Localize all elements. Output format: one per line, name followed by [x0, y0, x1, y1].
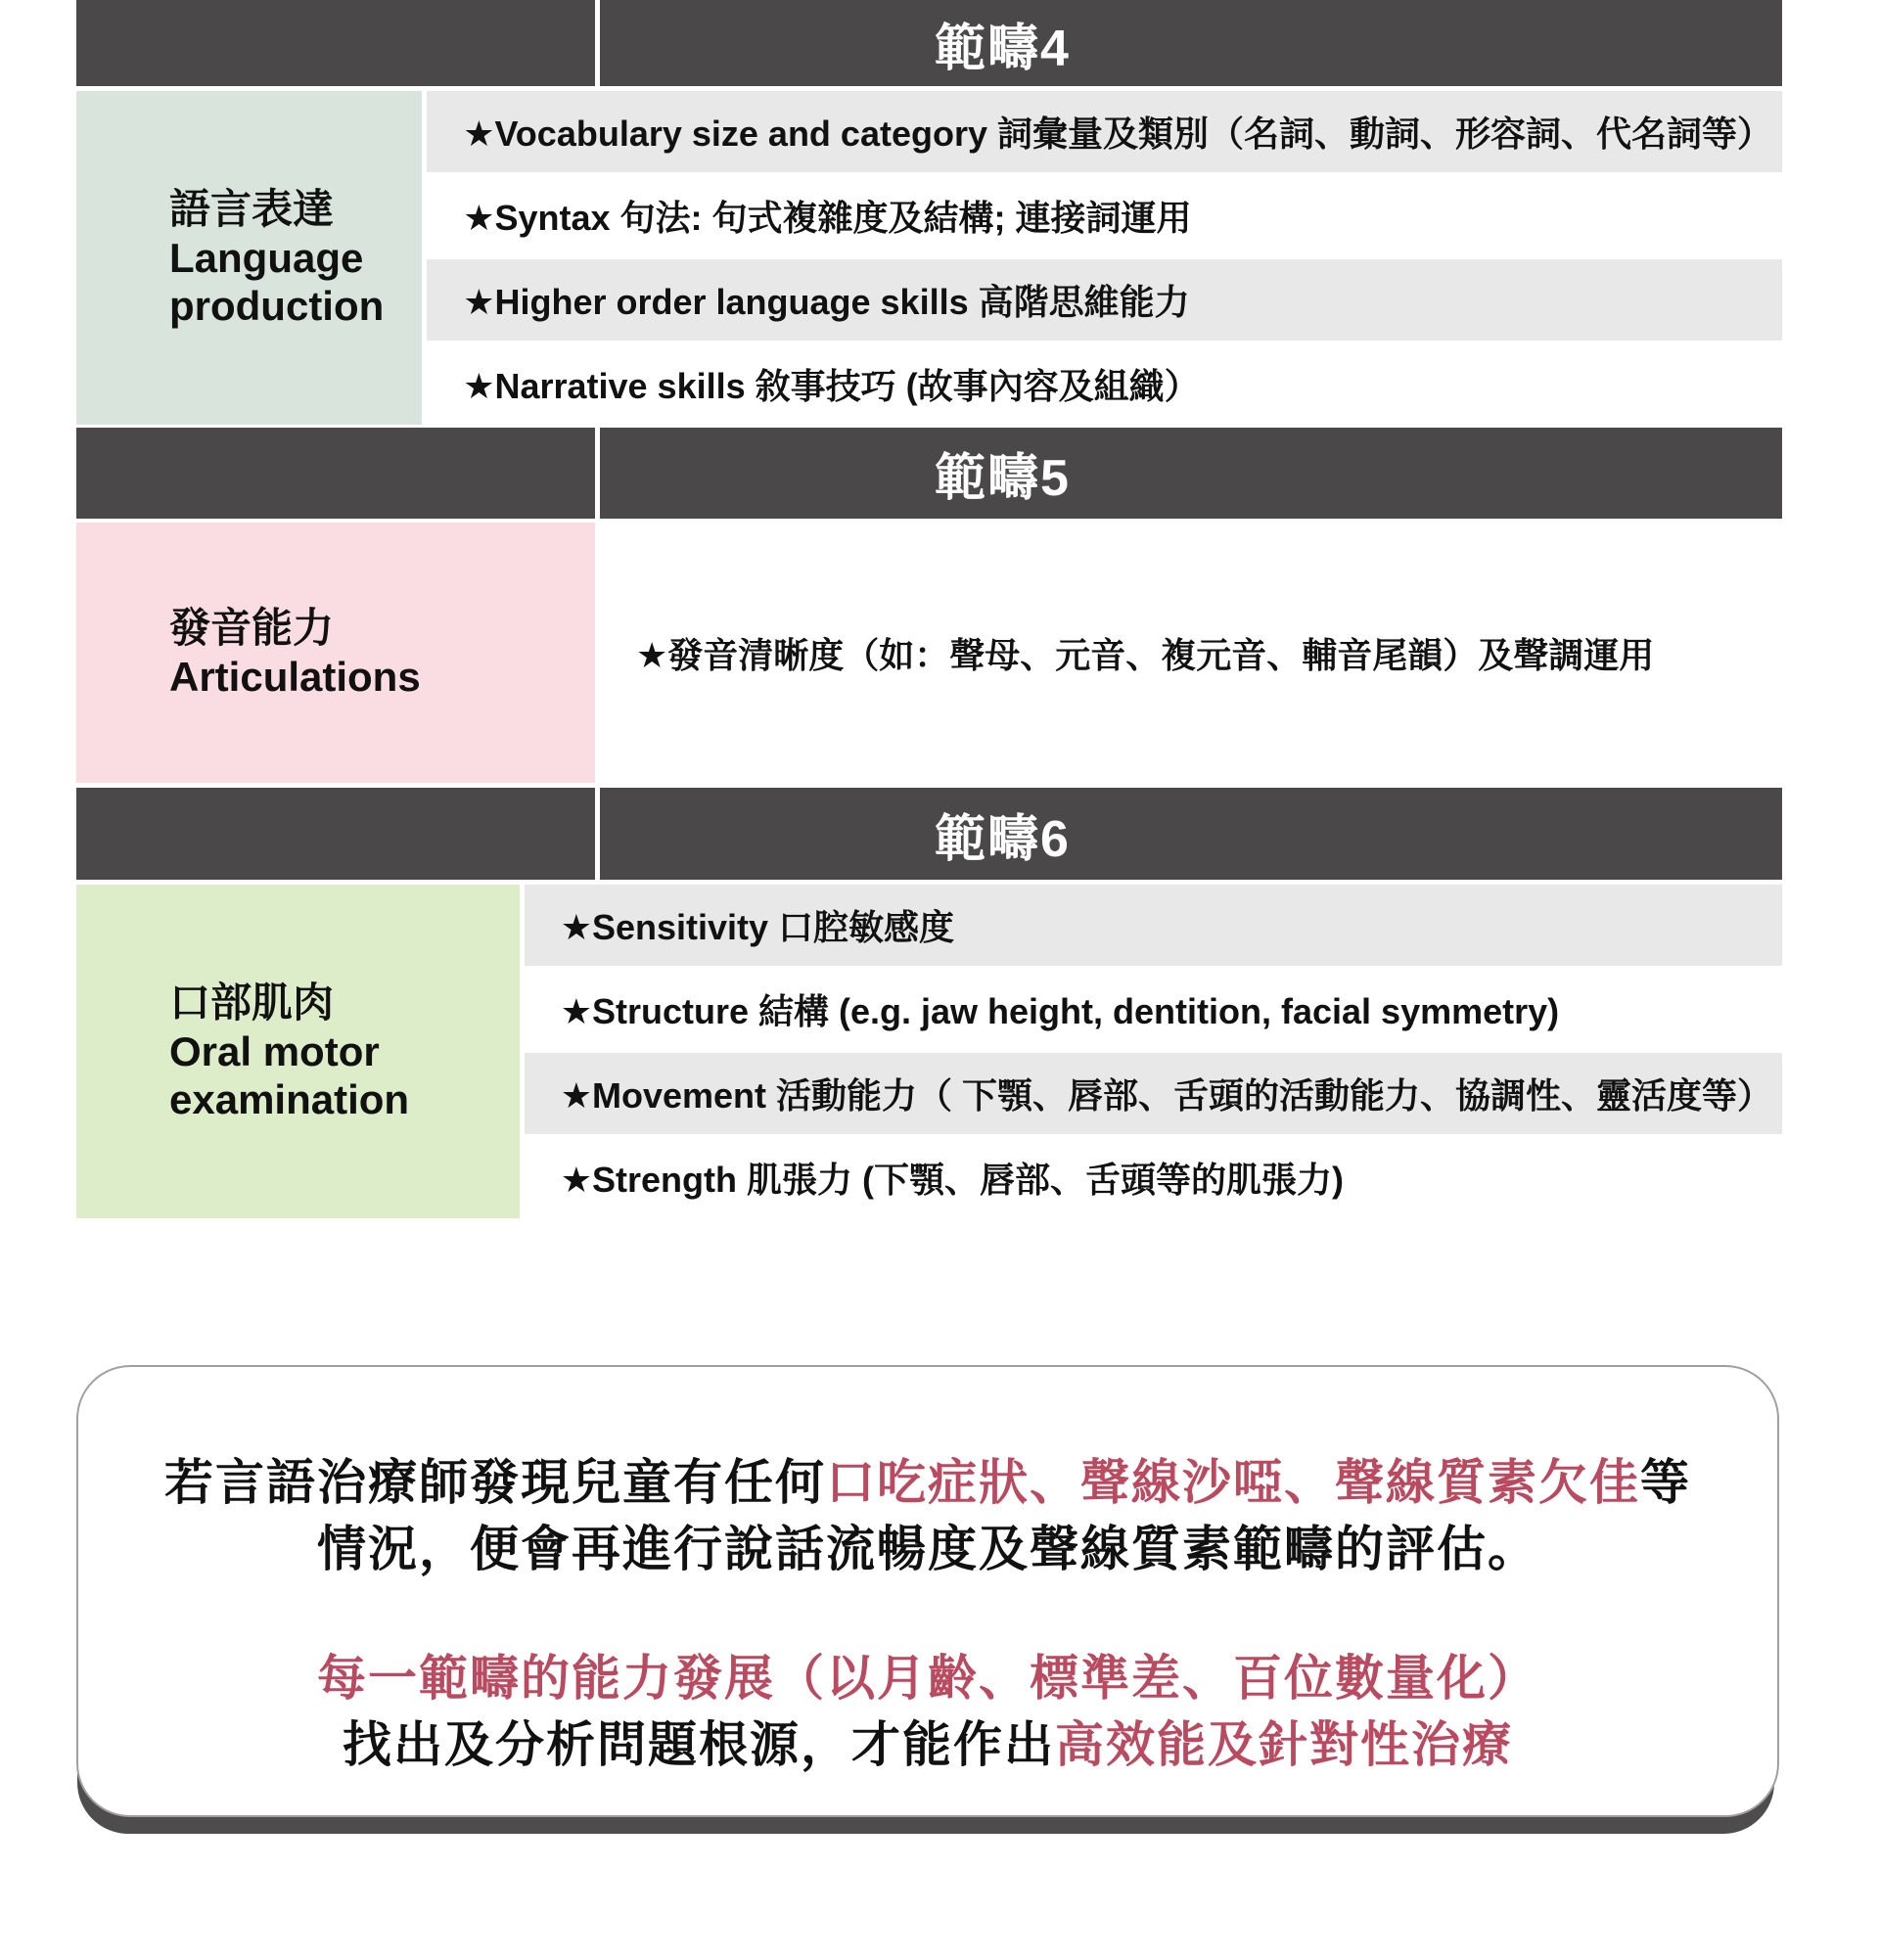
category6-rows — [525, 885, 1782, 1218]
note-line-4-black: 找出及分析問題根源，才能作出 — [343, 1717, 1055, 1772]
table-row-movement: ★Movement 活動能力（ 下顎、唇部、舌頭的活動能力、協調性、靈活度等） — [525, 1053, 1782, 1134]
language-production-cell — [76, 91, 422, 425]
note-line-2: 情況，便會再進行說話流暢度及聲線質素範疇的評估。 — [317, 1522, 1538, 1576]
note-line-4-red: 高效能及針對性治療 — [1055, 1717, 1513, 1772]
table-row-vocabulary: ★Vocabulary size and category 詞彙量及類別（名詞、動詞、形容詞、代名詞等） — [427, 91, 1782, 172]
category4-rows — [427, 91, 1782, 425]
note-line-4 — [78, 1711, 1777, 1778]
note-line-3: 每一範疇的能力發展（以月齡、標準差、百位數量化） — [317, 1651, 1538, 1706]
language-production-label-zh: 語言表達 — [169, 186, 335, 233]
articulations-label-zh: 發音能力 — [169, 605, 335, 652]
language-production-label-en: Language production — [169, 234, 385, 330]
category4-title: 範疇4 — [935, 20, 1071, 77]
table-row-narrative: ★Narrative skills 敘事技巧 (故事內容及組織） — [427, 343, 1782, 425]
note-line-1-black: 若言語治療師發現兒童有任何 — [164, 1455, 826, 1510]
table-row-syntax: ★Syntax 句法: 句式複雜度及結構; 連接詞運用 — [427, 175, 1782, 256]
table-row-higher-order: ★Higher order language skills 高階思維能力 — [427, 259, 1782, 341]
table-row-articulation-clarity: ★發音清晰度（如：聲母、元音、複元音、輔音尾韻）及聲調運用 — [600, 523, 1782, 783]
articulations-cell — [76, 523, 595, 783]
note-box — [76, 1365, 1779, 1817]
category6-title: 範疇6 — [935, 810, 1071, 868]
articulations-label-en: Articulations — [169, 654, 421, 700]
category6-body — [76, 885, 1782, 1218]
category5-title: 範疇5 — [935, 450, 1071, 507]
oral-motor-label-en: Oral motor examination — [169, 1027, 410, 1123]
category5-rows — [600, 523, 1782, 783]
oral-motor-cell — [76, 885, 520, 1218]
oral-motor-label-zh: 口部肌肉 — [169, 980, 335, 1026]
table-row-sensitivity: ★Sensitivity 口腔敏感度 — [525, 885, 1782, 966]
category5-header-bar — [76, 428, 1782, 519]
assessment-table — [76, 0, 1782, 1218]
note-line-1-suffix: 等 — [1640, 1455, 1691, 1510]
table-row-structure: ★Structure 結構 (e.g. jaw height, dentition, facial symmetry) — [525, 969, 1782, 1050]
category4-header-bar — [76, 0, 1782, 86]
category5-body — [76, 523, 1782, 783]
note-line-1-red: 口吃症狀、聲線沙啞、聲線質素欠佳 — [826, 1455, 1640, 1510]
category6-header-bar — [76, 788, 1782, 880]
category4-body — [76, 91, 1782, 425]
table-row-strength: ★Strength 肌張力 (下顎、唇部、舌頭等的肌張力) — [525, 1137, 1782, 1218]
note-line-1 — [78, 1449, 1777, 1516]
